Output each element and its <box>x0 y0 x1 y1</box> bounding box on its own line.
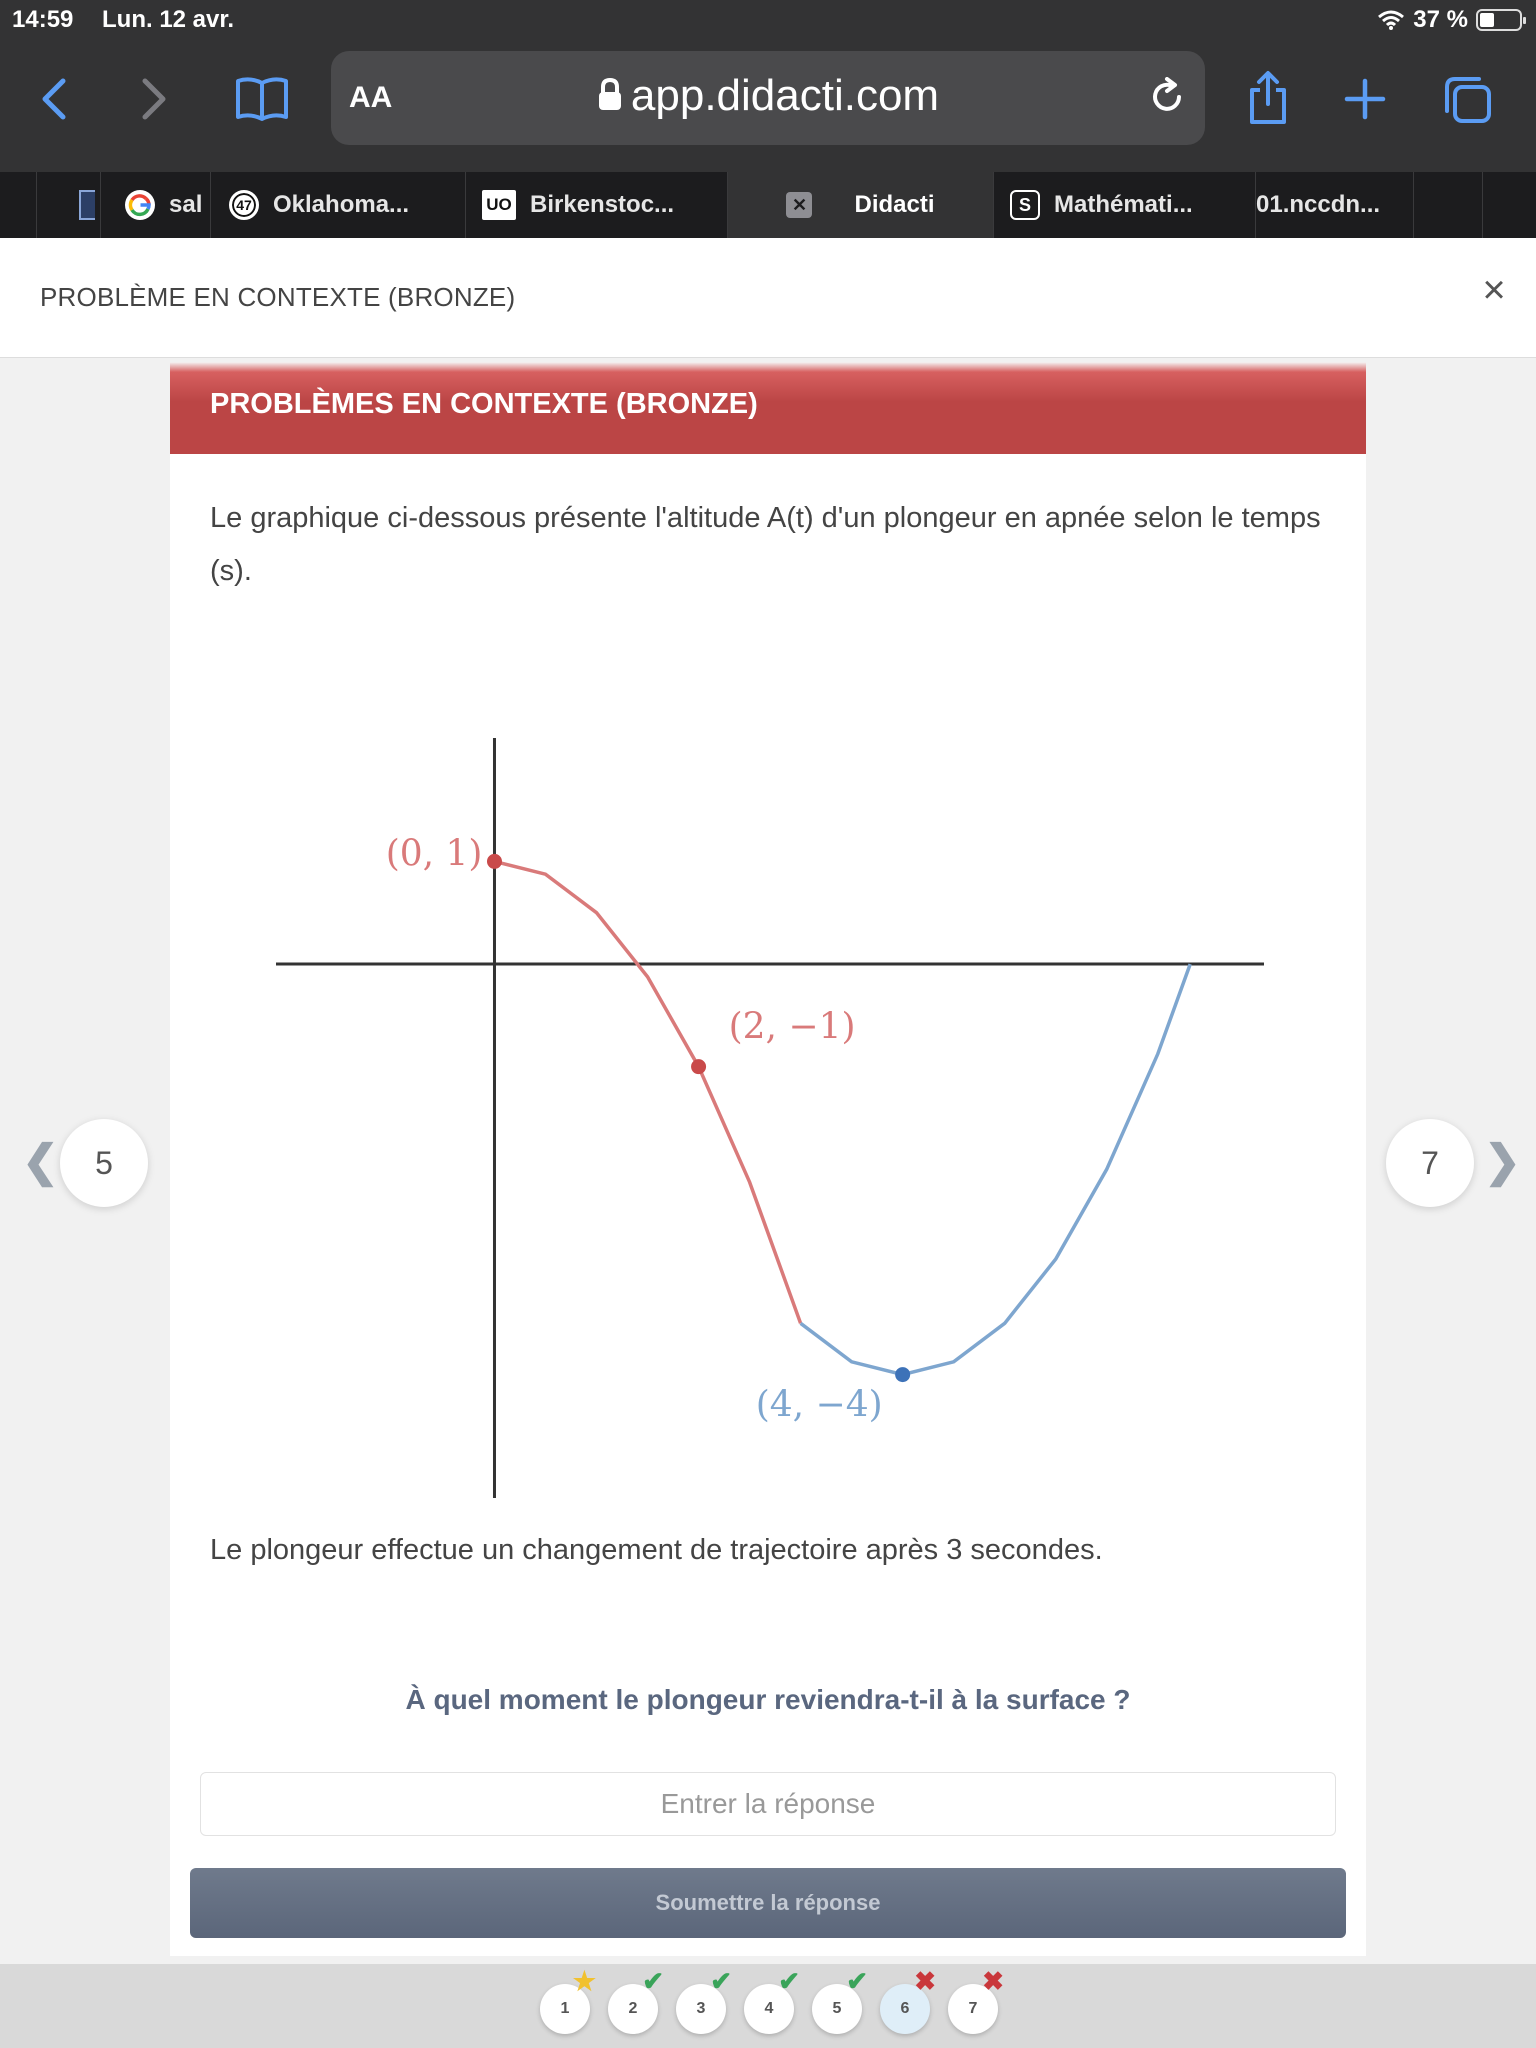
back-icon[interactable] <box>30 70 78 128</box>
progress-step-label: 5 <box>832 2000 842 2017</box>
status-date: Lun. 12 avr. <box>102 6 235 33</box>
submit-button[interactable]: Soumettre la réponse <box>190 1868 1346 1938</box>
tab-label: Oklahoma... <box>273 191 410 218</box>
data-point-label: (2, −1) <box>728 1006 856 1048</box>
checkmark-icon: ✔ <box>710 1966 732 1996</box>
tab-birkenstock[interactable] <box>465 172 727 238</box>
browser-toolbar <box>0 40 1536 172</box>
statement-text: Le plongeur effectue un changement de trajectoire après 3 secondes. <box>210 1534 1103 1566</box>
data-point <box>691 1059 706 1074</box>
next-question-button[interactable]: 7 <box>1386 1119 1474 1207</box>
text-size-button[interactable]: AA <box>349 81 393 114</box>
chevron-left-icon[interactable]: ❮ <box>22 1137 59 1186</box>
status-time: 14:59 <box>12 6 74 33</box>
battery-icon <box>1476 9 1522 31</box>
status-bar <box>0 0 1536 40</box>
progress-step[interactable] <box>812 1966 868 2034</box>
checkmark-icon: ✔ <box>642 1966 664 1996</box>
47-brand-icon: 47 <box>229 190 259 220</box>
close-icon[interactable]: ✕ <box>786 192 812 218</box>
uo-icon: UO <box>482 190 516 220</box>
progress-step-label: 1 <box>560 2000 570 2017</box>
previous-question-button[interactable]: 5 <box>60 1119 148 1207</box>
data-point-label: (4, −4) <box>755 1384 883 1426</box>
tab-oklahoma[interactable] <box>210 172 465 238</box>
tab-google[interactable] <box>100 172 210 238</box>
tab-didacti[interactable] <box>727 172 993 238</box>
progress-step[interactable] <box>608 1966 664 2034</box>
url-text: app.didacti.com <box>630 71 940 120</box>
data-point <box>895 1367 910 1382</box>
progress-step[interactable] <box>880 1966 936 2034</box>
tab-bar <box>0 172 1536 238</box>
address-bar[interactable] <box>331 51 1205 145</box>
data-point-label: (0, 1) <box>385 833 483 875</box>
progress-step[interactable] <box>744 1966 800 2034</box>
intro-text: Le graphique ci-dessous présente l'altitude A(t) d'un plongeur en apnée selon le temps (s). <box>210 502 1321 587</box>
partial-tab[interactable] <box>36 172 100 238</box>
tab-label: Didacti <box>854 191 935 218</box>
progress-step-label: 4 <box>764 2000 774 2017</box>
google-icon <box>125 190 155 220</box>
series-line-1 <box>495 861 801 1323</box>
tab-label: Mathémati... <box>1054 191 1193 218</box>
answer-input[interactable] <box>200 1772 1336 1836</box>
progress-step[interactable] <box>948 1966 1004 2034</box>
altitude-graph <box>270 728 1270 1508</box>
lock-icon <box>597 78 623 112</box>
tab-spacer <box>1413 172 1483 238</box>
partial-tab-favicon <box>79 190 95 220</box>
tabs-overview-icon[interactable] <box>1440 72 1496 128</box>
new-tab-icon[interactable] <box>1340 74 1390 124</box>
bookmarks-icon[interactable] <box>232 72 292 124</box>
star-icon: ★ <box>572 1966 596 1996</box>
tab-mathematiques[interactable] <box>993 172 1255 238</box>
progress-step-label: 7 <box>968 2000 978 2017</box>
cross-icon: ✖ <box>982 1966 1004 1996</box>
data-point <box>487 854 502 869</box>
series-line-2 <box>801 964 1191 1375</box>
exercise-card <box>170 362 1366 1956</box>
tab-nccdn[interactable] <box>1255 172 1413 238</box>
forward-icon[interactable] <box>130 70 178 128</box>
status-right <box>1377 6 1522 34</box>
question-text: À quel moment le plongeur reviendra-t-il à la surface ? <box>405 1684 1131 1715</box>
battery-percent: 37 % <box>1413 6 1468 33</box>
tab-label: Birkenstoc... <box>530 191 675 218</box>
checkmark-icon: ✔ <box>778 1966 800 1996</box>
progress-step[interactable] <box>676 1966 732 2034</box>
checkmark-icon: ✔ <box>846 1966 868 1996</box>
chevron-right-icon[interactable]: ❯ <box>1484 1137 1521 1186</box>
progress-step-label: 6 <box>900 2000 910 2017</box>
battery-level <box>1480 13 1494 27</box>
reload-icon[interactable] <box>1149 77 1185 122</box>
modal-header <box>0 238 1536 358</box>
url-host <box>331 71 1205 121</box>
s-icon: S <box>1010 190 1040 220</box>
progress-step-label: 2 <box>628 2000 638 2017</box>
progress-step-label: 3 <box>696 2000 706 2017</box>
tab-label: 01.nccdn... <box>1256 191 1381 218</box>
card-header-band <box>170 362 1366 454</box>
tab-label: sal <box>169 191 203 218</box>
card-title: PROBLÈMES EN CONTEXTE (BRONZE) <box>210 388 758 420</box>
progress-step[interactable] <box>540 1966 596 2034</box>
modal-title: PROBLÈME EN CONTEXTE (BRONZE) <box>40 282 516 312</box>
share-icon[interactable] <box>1240 66 1296 130</box>
close-button[interactable]: × <box>1482 268 1506 312</box>
wifi-icon <box>1377 9 1405 31</box>
cross-icon: ✖ <box>914 1966 936 1996</box>
